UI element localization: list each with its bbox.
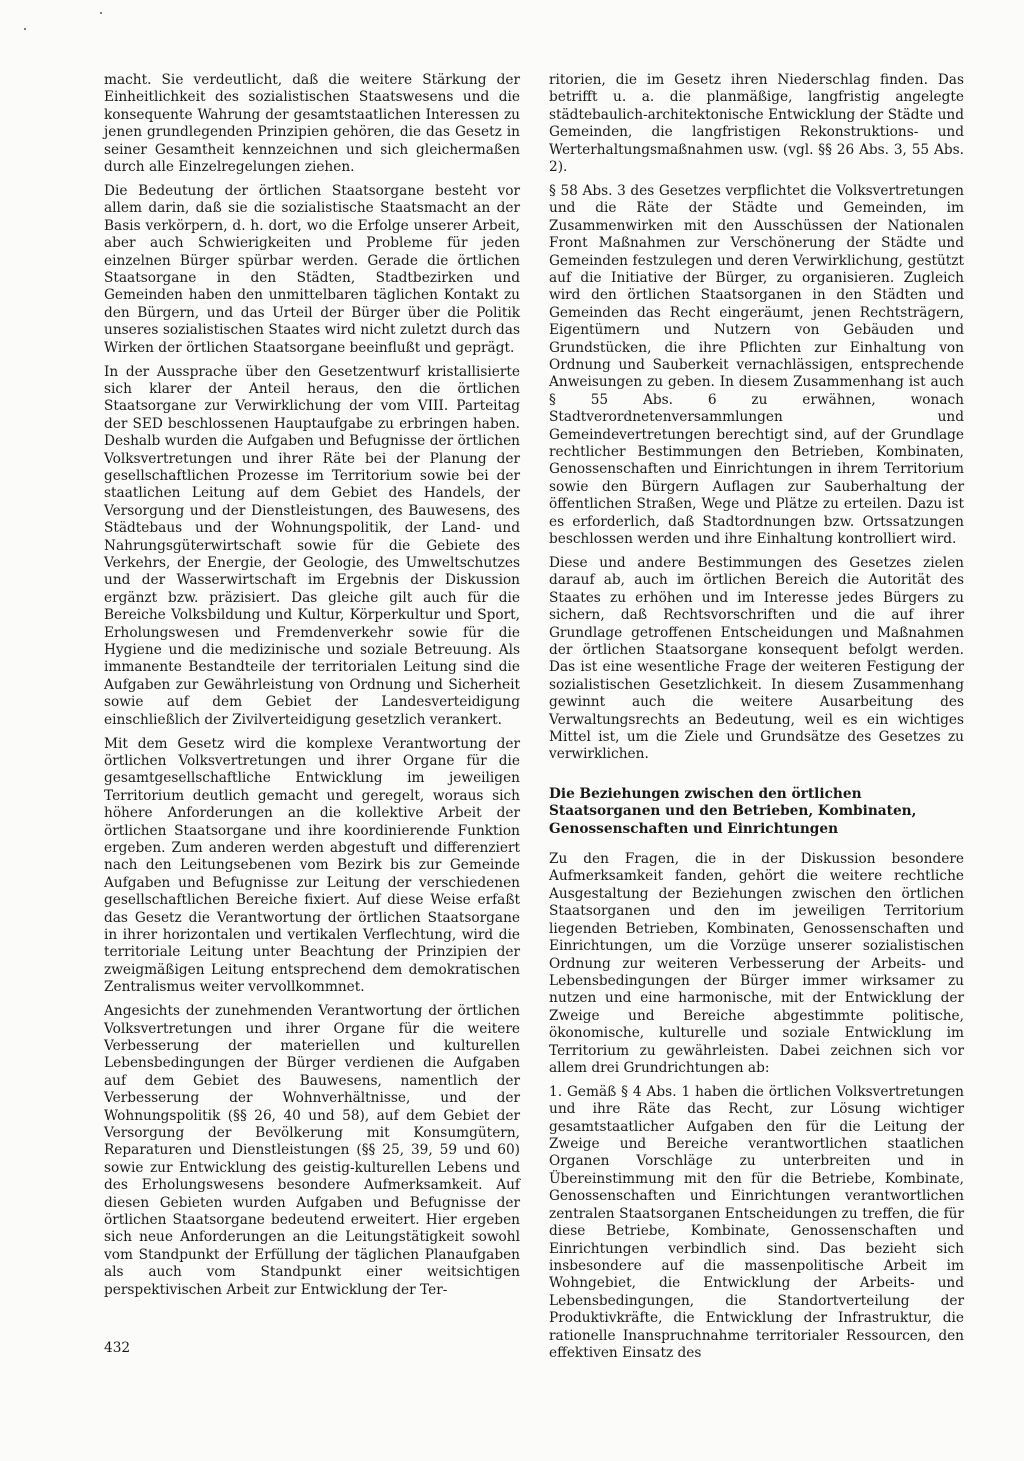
left-column bbox=[104, 72, 520, 1306]
paragraph: § 58 Abs. 3 des Gesetzes verpflichtet die Volksvertretungen und die Räte der Städte und Gemeinden, im Zusammenwirken mit den Ausschüssen der Nationalen Front Maßnahmen zur Verschönerung der Städte und Gemeinden festzulegen und deren Verwirklichung, gestützt auf die Initiative der Bürger, zu organisieren. Zugleich wird den örtlichen Staatsorganen in den Städten und Gemeinden das Recht eingeräumt, jenen Rechtsträgern, Eigentümern und Nutzern von Gebäuden und Grundstücken, die ihre Pflichten zur Einhaltung von Ordnung und Sauberkeit vernachlässigen, entsprechende Anweisungen zu geben. In diesem Zusammenhang ist auch § 55 Abs. 6 zu erwähnen, wonach Stadtverordnetenversammlungen und Gemeindevertretungen berechtigt sind, auf der Grundlage rechtlicher Bestimmungen den Betrieben, Kombinaten, Genossenschaften und Einrichtungen in ihrem Territorium sowie den Bürgern Auflagen zur Sauberhaltung der öffentlichen Straßen, Wege und Plätze zu erteilen. Dazu ist es erforderlich, daß Stadtordnungen bzw. Ortssatzungen beschlossen werden und ihre Einhaltung kontrolliert wird. bbox=[549, 182, 964, 548]
scan-speck bbox=[24, 28, 26, 30]
paragraph: ritorien, die im Gesetz ihren Niederschlag finden. Das betrifft u. a. die planmäßige, langfristig angelegte städtebaulich-architektonische Entwicklung der Städte und Gemeinden, die langfristigen Rekonstruktions- und Werterhaltungsmaßnahmen usw. (vgl. §§ 26 Abs. 3, 55 Abs. 2). bbox=[549, 72, 964, 176]
paragraph: Die Bedeutung der örtlichen Staatsorgane besteht vor allem darin, daß sie die sozialistische Staatsmacht an der Basis verkörpern, d. h. dort, wo die Erfolge unserer Arbeit, aber auch Schwierigkeiten und Probleme für jeden einzelnen Bürger spürbar werden. Gerade die örtlichen Staatsorgane in den Städten, Stadtbezirken und Gemeinden haben den unmittelbaren täglichen Kontakt zu den Bürgern, und das Urteil der Bürger über die Politik unseres sozialistischen Staates wird nicht zuletzt durch das Wirken der örtlichen Staatsorgane beeinflußt und geprägt. bbox=[104, 182, 520, 356]
section-heading: Die Beziehungen zwischen den örtlichen Staatsorganen und den Betrieben, Kombinaten, Genossenschaften und Einrichtungen bbox=[549, 785, 917, 837]
scan-speck bbox=[100, 12, 102, 14]
page-number: 432 bbox=[104, 1340, 131, 1356]
paragraph: Diese und andere Bestimmungen des Gesetzes zielen darauf ab, auch im örtlichen Bereich die Autorität des Staates zu erhöhen und im Interesse jedes Bürgers zu sichern, daß Rechtsvorschriften und die auf ihrer Grundlage getroffenen Entscheidungen und Maßnahmen der örtlichen Staatsorgane konsequent befolgt werden. Das ist eine wesentliche Frage der weiteren Festigung der sozialistischen Gesetzlichkeit. In diesem Zusammenhang gewinnt auch die weitere Ausarbeitung des Verwaltungsrechts an Bedeutung, weil es ein wichtiges Mittel ist, um die Ziele und Grundsätze des Gesetzes zu verwirklichen. bbox=[549, 554, 964, 763]
paragraph: Angesichts der zunehmenden Verantwortung der örtlichen Volksvertretungen und ihrer Organe für die weitere Verbesserung der materiellen und kulturellen Lebensbedingungen der Bürger verdienen die Aufgaben auf dem Gebiet des Bauwesens, namentlich der Verbesserung der Wohnverhältnisse, und der Wohnungspolitik (§§ 26, 40 und 58), auf dem Gebiet der Versorgung der Bevölkerung mit Konsumgütern, Reparaturen und Dienstleistungen (§§ 25, 39, 59 und 60) sowie zur Entwicklung des geistig-kulturellen Lebens und des Erholungswesens besondere Aufmerksamkeit. Auf diesen Gebieten wurden Aufgaben und Befugnisse der örtlichen Staatsorgane bedeutend erweitert. Hier ergeben sich neue Anforderungen an die Leitungstätigkeit sowohl vom Standpunkt der Erfüllung der täglichen Planaufgaben als auch vom Standpunkt einer weitsichtigen perspektivischen Arbeit zur Entwicklung der Ter- bbox=[104, 1003, 520, 1298]
right-column bbox=[549, 72, 964, 1369]
paragraph: Mit dem Gesetz wird die komplexe Verantwortung der örtlichen Volksvertretungen und ihrer Organe für die gesamtgesellschaftliche Entwicklung im jeweiligen Territorium deutlich gemacht und geregelt, woraus sich höhere Anforderungen an die kollektive Arbeit der örtlichen Staatsorgane und ihre koordinierende Funktion ergeben. Zum anderen werden abgestuft und differenziert nach den Leitungsebenen vom Bezirk bis zur Gemeinde Aufgaben und Befugnisse zur Leitung der verschiedenen gesellschaftlichen Bereiche fixiert. Auf diese Weise erfaßt das Gesetz die Verantwortung der örtlichen Staatsorgane in ihrer horizontalen und vertikalen Verflechtung, wird die territoriale Leitung unter Beachtung der Prinzipien der zweigmäßigen Leitung entsprechend dem demokratischen Zentralismus weiter vervollkommnet. bbox=[104, 735, 520, 996]
paragraph: 1. Gemäß § 4 Abs. 1 haben die örtlichen Volksvertretungen und ihre Räte das Recht, zur Lösung wichtiger gesamtstaatlicher Aufgaben den für die Leitung der Zweige und Bereiche verantwortlichen staatlichen Organen Vorschläge zu unterbreiten und in Übereinstimmung mit den für die Betriebe, Kombinate, Genossenschaften und Einrichtungen verantwortlichen zentralen Staatsorganen Entscheidungen zu treffen, die für diese Betriebe, Kombinate, Genossenschaften und Einrichtungen verbindlich sind. Das bezieht sich insbesondere auf die massenpolitische Arbeit im Wohngebiet, die Entwicklung der Arbeits- und Lebensbedingungen, die Standortverteilung der Produktivkräfte, die Entwicklung der Infrastruktur, die rationelle Inanspruchnahme territorialer Ressourcen, den effektiven Einsatz des bbox=[549, 1083, 964, 1361]
paragraph: macht. Sie verdeutlicht, daß die weitere Stärkung der Einheitlichkeit des sozialistischen Staatswesens und die konsequente Wahrung der gesamtstaatlichen Interessen zu jenen grundlegenden Prinzipien gehören, die das Gesetz in seiner Gesamtheit kennzeichnen und sich gleichermaßen durch alle Einzelregelungen ziehen. bbox=[104, 72, 520, 176]
paragraph: Zu den Fragen, die in der Diskussion besondere Aufmerksamkeit fanden, gehört die weitere rechtliche Ausgestaltung der Beziehungen zwischen den örtlichen Staatsorganen und den im jeweiligen Territorium liegenden Betrieben, Kombinaten, Genossenschaften und Einrichtungen, um die Vorzüge unserer sozialistischen Ordnung zur weiteren Verbesserung der Arbeits- und Lebensbedingungen der Bürger immer wirksamer zu nutzen und eine harmonische, mit der Entwicklung der Zweige und Bereiche abgestimmte politische, ökonomische, kulturelle und soziale Entwicklung im Territorium zu gewährleisten. Dabei zeichnen sich vor allem drei Grundrichtungen ab: bbox=[549, 851, 964, 1076]
paragraph: In der Aussprache über den Gesetzentwurf kristallisierte sich klarer der Anteil heraus, den die örtlichen Staatsorgane zur Verwirklichung der vom VIII. Parteitag der SED beschlossenen Hauptaufgabe zu erbringen haben. Deshalb wurden die Aufgaben und Befugnisse der örtlichen Volksvertretungen und ihrer Räte bei der Planung der gesellschaftlichen Prozesse im Territorium sowie bei der staatlichen Leitung auf dem Gebiet des Handels, der Versorgung und der Dienstleistungen, des Bauwesens, des Städtebaus und der Wohnungspolitik, der Land- und Nahrungsgüterwirtschaft sowie für die Gebiete des Verkehrs, der Energie, der Geologie, des Umweltschutzes und der Wasserwirtschaft im Ergebnis der Diskussion ergänzt bzw. präzisiert. Das gleiche gilt auch für die Bereiche Volksbildung und Kultur, Körperkultur und Sport, Erholungswesen und Fremdenverkehr sowie für die Hygiene und die medizinische und soziale Betreuung. Als immanente Bestandteile der territorialen Leitung sind die Aufgaben zur Gewährleistung von Ordnung und Sicherheit sowie auf dem Gebiet der Landesverteidigung einschließlich der Zivilverteidigung gesetzlich verankert. bbox=[104, 363, 520, 728]
